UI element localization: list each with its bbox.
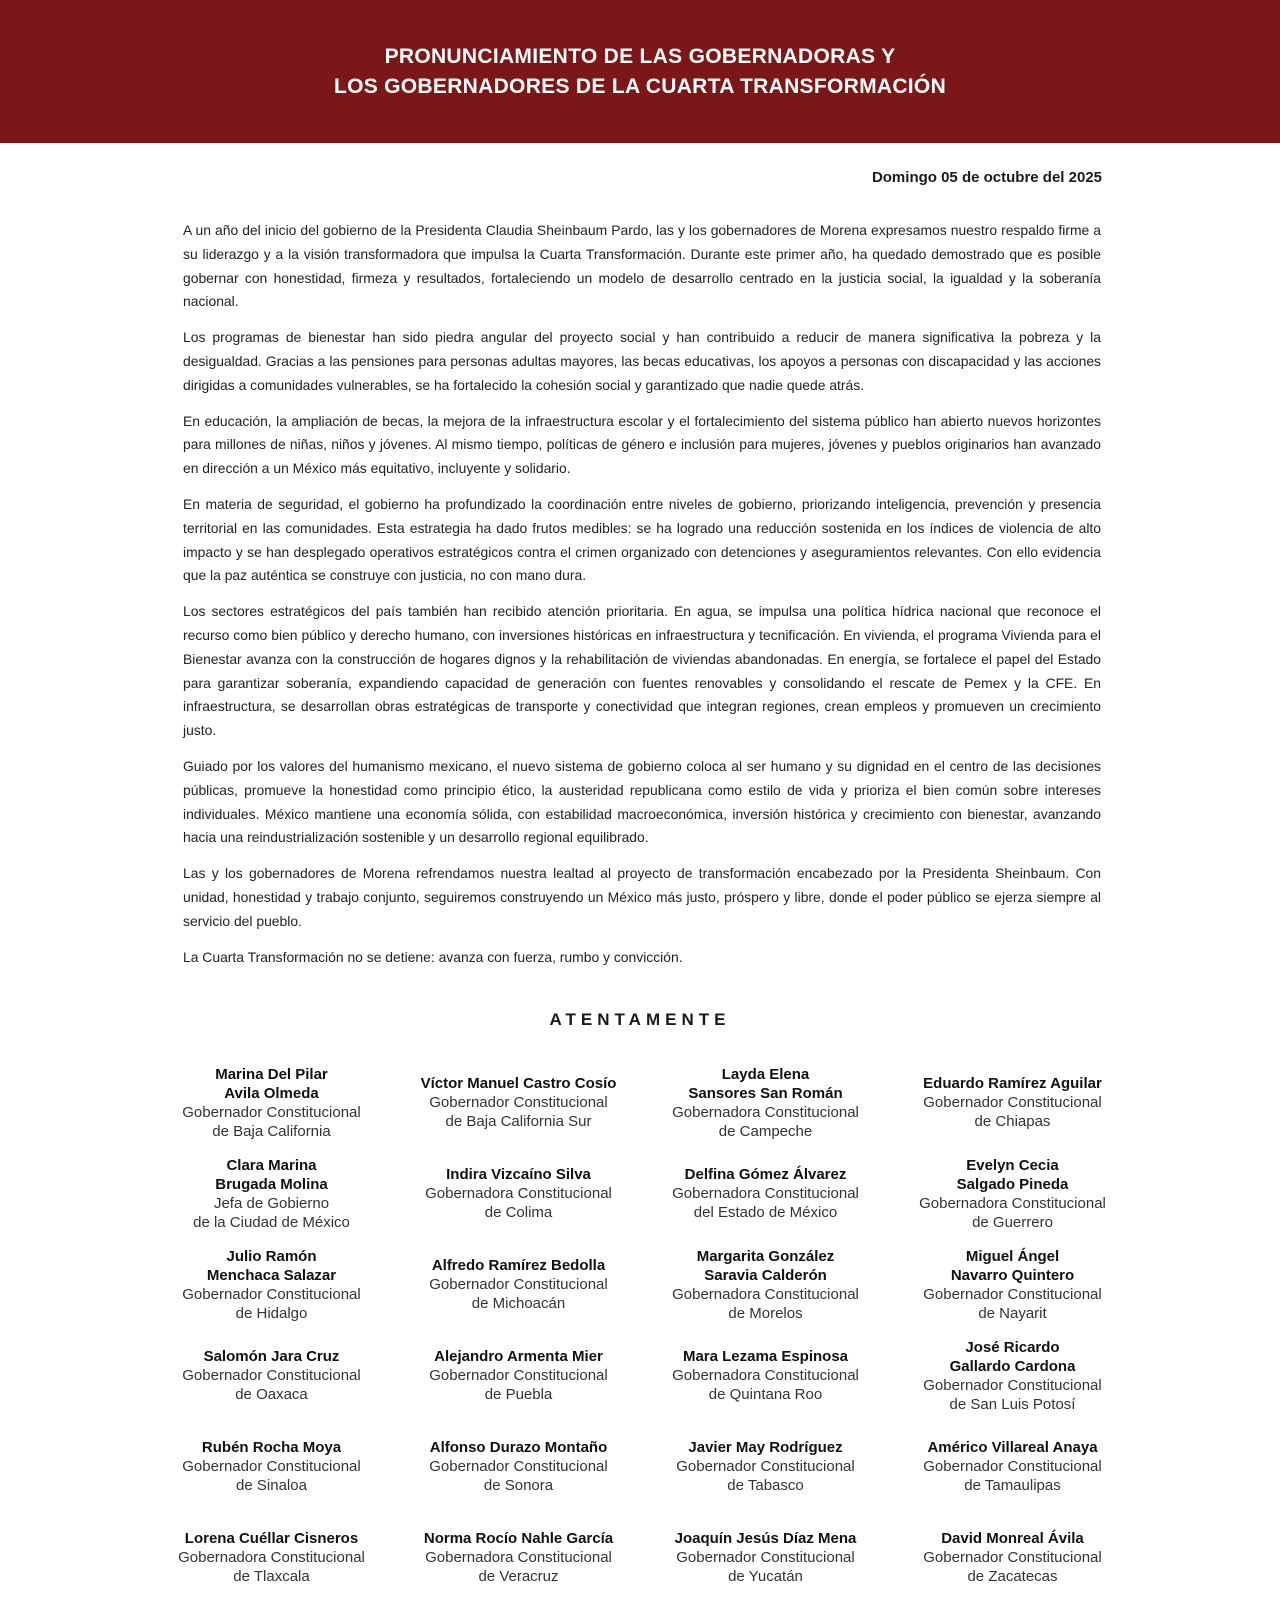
- signatory-name: Mara Lezama Espinosa: [682, 1348, 849, 1365]
- signatory-block: [889, 1148, 1136, 1239]
- signatory-name: Clara Marina: [226, 1156, 317, 1174]
- signatory-role: Gobernador Constitucional: [923, 1285, 1102, 1303]
- signatory-name: Rubén Rocha Moya: [201, 1439, 342, 1456]
- signatory-state: de Guerrero: [972, 1213, 1053, 1231]
- signatory-state: de Yucatán: [728, 1568, 803, 1585]
- signatory-state: de Oaxaca: [235, 1386, 308, 1403]
- signatory-name: Julio Ramón: [226, 1247, 317, 1265]
- signatory-state: de Michoacán: [471, 1295, 566, 1312]
- signatory-state: de Sinaloa: [236, 1477, 307, 1494]
- signatory-state: de Baja California Sur: [445, 1113, 592, 1130]
- signatory-role: Gobernadora Constitucional: [178, 1549, 365, 1566]
- signatory-state: de Quintana Roo: [708, 1386, 823, 1403]
- signatory-block: [395, 1057, 642, 1148]
- signatories-grid: [148, 1057, 1136, 1603]
- paragraph: En materia de seguridad, el gobierno ha profundizado la coordinación entre niveles de gobierno, priorizando inteligencia, prevención y presencia territorial en las comunidades. Esta estrategia ha dado frutos medibles: se ha logrado una reducción sostenida en los índices de violencia de alto impacto y se han desplegado operativos estratégicos contra el crimen organizado con detenciones y aseguramientos relevantes. Con ello evidencia que la paz auténtica se construye con justicia, no con mano dura.: [183, 495, 1101, 584]
- signatory-role: Gobernador Constitucional: [182, 1103, 361, 1121]
- statement-body: [183, 219, 1101, 981]
- signatory-state: de Morelos: [728, 1304, 803, 1322]
- closing-heading: ATENTAMENTE: [549, 1010, 731, 1029]
- signatory-block: [148, 1330, 395, 1421]
- signatory-name: Norma Rocío Nahle García: [423, 1530, 614, 1547]
- signatory-state: de Hidalgo: [235, 1304, 308, 1322]
- signatory-state: de Puebla: [484, 1386, 553, 1403]
- signatory-role: Gobernadora Constitucional: [672, 1103, 859, 1121]
- signatory-block: [642, 1057, 889, 1148]
- signatory-block: [148, 1421, 395, 1512]
- signatory-block: [148, 1512, 395, 1603]
- signatory-block: [642, 1421, 889, 1512]
- signatory-name: Américo Villareal Anaya: [927, 1439, 1098, 1456]
- signatory-name: Avila Olmeda: [224, 1084, 319, 1102]
- signatory-role: Gobernador Constitucional: [676, 1458, 855, 1475]
- signatory-role: Gobernador Constitucional: [182, 1458, 361, 1475]
- signatory-state: de Tlaxcala: [233, 1568, 310, 1585]
- signatory-name: Salomón Jara Cruz: [203, 1348, 340, 1365]
- signatory-role: Gobernadora Constitucional: [425, 1549, 612, 1566]
- signatory-block: [395, 1512, 642, 1603]
- signatory-name: Brugada Molina: [215, 1175, 328, 1193]
- signatory-role: Gobernador Constitucional: [923, 1376, 1102, 1394]
- signatory-name: Indira Vizcaíno Silva: [446, 1166, 591, 1183]
- signatory-name: Alejandro Armenta Mier: [434, 1348, 603, 1365]
- signatory-block: [642, 1512, 889, 1603]
- signatory-name: Delfina Gómez Álvarez: [684, 1166, 847, 1183]
- signatory-name: Víctor Manuel Castro Cosío: [420, 1075, 617, 1092]
- signatory-block: [642, 1148, 889, 1239]
- document-date: Domingo 05 de octubre del 2025: [871, 169, 1102, 186]
- signatory-state: de la Ciudad de México: [193, 1213, 350, 1231]
- signatory-role: Jefa de Gobierno: [213, 1194, 330, 1212]
- signatory-state: de Nayarit: [978, 1304, 1047, 1322]
- signatory-name: David Monreal Ávila: [941, 1530, 1084, 1547]
- signatory-role: Gobernadora Constitucional: [919, 1194, 1106, 1212]
- signatory-state: de Baja California: [212, 1122, 331, 1140]
- signatory-name: Eduardo Ramírez Aguilar: [923, 1075, 1102, 1092]
- signatory-state: del Estado de México: [693, 1204, 838, 1221]
- signatory-role: Gobernador Constitucional: [923, 1094, 1102, 1111]
- signatory-state: de Veracruz: [478, 1568, 559, 1585]
- signatory-state: de Zacatecas: [967, 1568, 1058, 1585]
- paragraph: En educación, la ampliación de becas, la mejora de la infraestructura escolar y el fortalecimiento del sistema público han abierto nuevos horizontes para millones de niñas, niños y jóvenes. Al mismo tiempo, políticas de género e inclusión para mujeres, jóvenes y pueblos originarios han avanzado en dirección a un México más equitativo, incluyente y solidario.: [183, 412, 1101, 477]
- signatory-state: de Sonora: [483, 1477, 554, 1494]
- signatory-role: Gobernadora Constitucional: [672, 1285, 859, 1303]
- signatory-block: [395, 1239, 642, 1330]
- signatory-block: [889, 1512, 1136, 1603]
- signatory-role: Gobernadora Constitucional: [672, 1367, 859, 1384]
- signatory-name: Evelyn Cecia: [966, 1156, 1059, 1174]
- signatory-name: Margarita González: [696, 1247, 835, 1265]
- signatory-state: de Tamaulipas: [964, 1477, 1061, 1494]
- signatory-role: Gobernador Constitucional: [676, 1549, 855, 1566]
- signatory-block: [889, 1057, 1136, 1148]
- signatory-role: Gobernador Constitucional: [429, 1094, 608, 1111]
- signatory-name: Alfonso Durazo Montaño: [429, 1439, 608, 1456]
- signatory-role: Gobernador Constitucional: [923, 1458, 1102, 1475]
- paragraph: Los sectores estratégicos del país también han recibido atención prioritaria. En agua, se impulsa una política hídrica nacional que reconoce el recurso como bien público y derecho humano, con inversiones históricas en infraestructura y tecnificación. En vivienda, el programa Vivienda para el Bienestar avanza con la construcción de hogares dignos y la rehabilitación de viviendas abandonadas. En energía, se fortalece el papel del Estado para garantizar soberanía, expandiendo capacidad de generación con fuentes renovables y consolidando el rescate de Pemex y la CFE. En infraestructura, se desarrollan obras estratégicas de transporte y conectividad que integran regiones, crean empleos y promueven un crecimiento justo.: [183, 603, 1101, 739]
- paragraph: Las y los gobernadores de Morena refrendamos nuestra lealtad al proyecto de transformación encabezado por la Presidenta Sheinbaum. Con unidad, honestidad y trabajo conjunto, seguiremos construyendo un México más justo, próspero y libre, donde el poder público se ejerza siempre al servicio del pueblo.: [183, 865, 1101, 929]
- signatory-name: José Ricardo: [965, 1338, 1060, 1356]
- signatory-name: Joaquín Jesús Díaz Mena: [674, 1530, 857, 1547]
- signatory-block: [148, 1057, 395, 1148]
- signatory-name: Alfredo Ramírez Bedolla: [431, 1257, 606, 1274]
- signatory-block: [395, 1421, 642, 1512]
- signatory-role: Gobernador Constitucional: [429, 1458, 608, 1475]
- signatory-role: Gobernador Constitucional: [182, 1367, 361, 1384]
- signatory-state: de San Luis Potosí: [949, 1395, 1076, 1413]
- signatory-state: de Chiapas: [974, 1113, 1051, 1130]
- signatory-name: Lorena Cuéllar Cisneros: [184, 1530, 359, 1547]
- signatory-name: Javier May Rodríguez: [688, 1439, 843, 1456]
- signatory-role: Gobernador Constitucional: [923, 1549, 1102, 1566]
- paragraph: Guiado por los valores del humanismo mexicano, el nuevo sistema de gobierno coloca al ser humano y su dignidad en el centro de las decisiones públicas, promueve la honestidad como principio ético, la austeridad republicana como estilo de vida y prioriza el bien común sobre intereses individuales. México mantiene una economía sólida, con estabilidad macroeconómica, inversión histórica y crecimiento con bienestar, avanzando hacia una reindustrialización sostenible y un desarrollo regional equilibrado.: [183, 757, 1101, 846]
- signatory-name: Salgado Pineda: [956, 1175, 1069, 1193]
- signatory-block: [642, 1239, 889, 1330]
- signatory-state: de Tabasco: [727, 1477, 804, 1494]
- signatory-name: Navarro Quintero: [950, 1266, 1075, 1284]
- signatory-state: de Colima: [484, 1204, 553, 1221]
- signatory-name: Saravia Calderón: [704, 1266, 827, 1284]
- signatory-name: Miguel Ángel: [965, 1247, 1060, 1265]
- signatory-block: [889, 1421, 1136, 1512]
- document-title-line-2: LOS GOBERNADORES DE LA CUARTA TRANSFORMACIÓN: [333, 74, 947, 98]
- signatory-block: [148, 1148, 395, 1239]
- signatory-name: Gallardo Cardona: [949, 1357, 1076, 1375]
- signatory-block: [148, 1239, 395, 1330]
- signatory-block: [395, 1330, 642, 1421]
- signatory-state: de Campeche: [718, 1122, 813, 1140]
- signatory-block: [889, 1239, 1136, 1330]
- header-banner: [0, 0, 1280, 143]
- signatory-name: Menchaca Salazar: [206, 1266, 337, 1284]
- signatory-block: [642, 1330, 889, 1421]
- signatory-role: Gobernador Constitucional: [429, 1276, 608, 1293]
- signatory-name: Sansores San Román: [688, 1084, 843, 1102]
- document-title-line-1: PRONUNCIAMIENTO DE LAS GOBERNADORAS Y: [384, 44, 896, 68]
- signatory-role: Gobernadora Constitucional: [425, 1185, 612, 1202]
- paragraph: A un año del inicio del gobierno de la Presidenta Claudia Sheinbaum Pardo, las y los gobernadores de Morena expresamos nuestro respaldo firme a su liderazgo y a la visión transformadora que impulsa la Cuarta Transformación. Durante este primer año, ha quedado demostrado que es posible gobernar con honestidad, firmeza y resultados, fortaleciendo un modelo de desarrollo centrado en la justicia social, la igualdad y la soberanía nacional.: [183, 222, 1101, 310]
- signatory-role: Gobernador Constitucional: [429, 1367, 608, 1384]
- signatory-name: Marina Del Pilar: [215, 1065, 328, 1083]
- paragraph: Los programas de bienestar han sido piedra angular del proyecto social y han contribuido a reducir de manera significativa la pobreza y la desigualdad. Gracias a las pensiones para personas adultas mayores, las becas educativas, los apoyos a personas con discapacidad y las acciones dirigidas a comunidades vulnerables, se ha fortalecido la cohesión social y garantizado que nadie quede atrás.: [183, 329, 1101, 393]
- signatory-role: Gobernadora Constitucional: [672, 1185, 859, 1202]
- signatory-block: [395, 1148, 642, 1239]
- paragraph: La Cuarta Transformación no se detiene: avanza con fuerza, rumbo y convicción.: [183, 948, 683, 965]
- signatory-name: Layda Elena: [721, 1065, 810, 1083]
- signatory-block: [889, 1330, 1136, 1421]
- signatory-role: Gobernador Constitucional: [182, 1285, 361, 1303]
